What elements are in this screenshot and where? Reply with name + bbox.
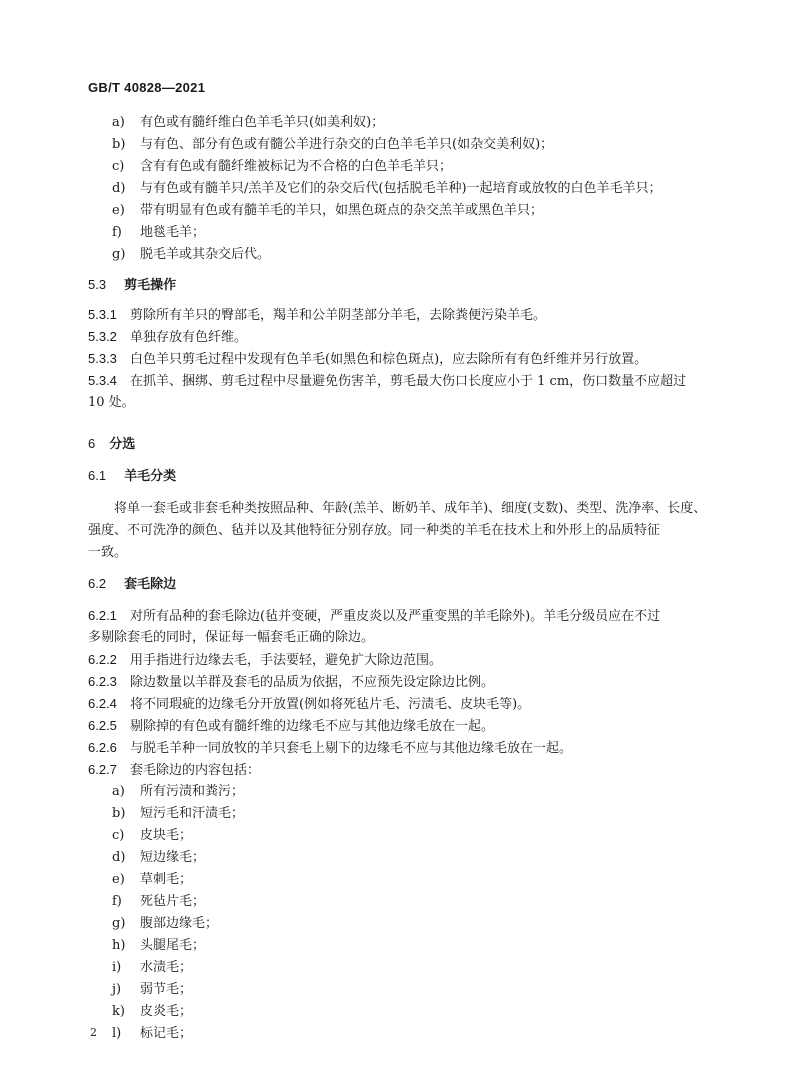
paragraph-line: 强度、不可洗净的颜色、毡并以及其他特征分别存放。同一种类的羊毛在技术上和外形上的品质特征 xyxy=(88,523,661,538)
list-marker: a) xyxy=(112,784,125,799)
list-marker: h) xyxy=(112,938,126,953)
list-item: 水渍毛； xyxy=(140,960,193,975)
list-item: 皮炎毛； xyxy=(140,1004,193,1019)
paragraph-line: 将单一套毛或非套毛种类按照品种、年龄(羔羊、断奶羊、成年羊)、细度(支数)、类型、洗净率、长度、 xyxy=(114,501,707,516)
list-item: 与有色或有髓羊只/羔羊及它们的杂交后代(包括脱毛羊种)一起培育或放牧的白色羊毛羊只； xyxy=(140,181,662,196)
list-item: 带有明显有色或有髓羊毛的羊只，如黑色斑点的杂交羔羊或黑色羊只； xyxy=(140,203,544,218)
clause-6-2-2: 6.2.2 用手指进行边缘去毛，手法要轻，避免扩大除边范围。 xyxy=(88,652,443,668)
section-heading-6-2 xyxy=(88,574,176,595)
list-marker: l) xyxy=(112,1026,122,1041)
section-heading-5-3 xyxy=(88,275,176,296)
chapter-title: 分选 xyxy=(109,437,136,452)
list-item: 弱节毛； xyxy=(140,982,193,997)
list-marker: b) xyxy=(112,806,126,821)
list-marker: d) xyxy=(112,181,126,196)
list-item: 标记毛； xyxy=(140,1026,193,1041)
list-marker: c) xyxy=(112,828,125,843)
list-item: 草刺毛； xyxy=(140,872,193,887)
list-marker: f) xyxy=(112,894,122,909)
chapter-number: 6 xyxy=(88,436,96,451)
clause-5-3-1: 5.3.1 剪除所有羊只的臀部毛，羯羊和公羊阴茎部分羊毛，去除粪便污染羊毛。 xyxy=(88,307,547,323)
list-marker: d) xyxy=(112,850,126,865)
list-marker: c) xyxy=(112,159,125,174)
list-item: 头腿尾毛； xyxy=(140,938,206,953)
section-title: 羊毛分类 xyxy=(124,469,177,484)
paragraph-line: 一致。 xyxy=(88,545,128,560)
clause-5-3-2: 5.3.2 单独存放有色纤维。 xyxy=(88,329,248,345)
clause-6-2-1: 6.2.1 对所有品种的套毛除边(毡并变硬，严重皮炎以及严重变黑的羊毛除外)。羊毛分级员应在不过 xyxy=(88,608,661,624)
list-item: 所有污渍和粪污； xyxy=(140,784,245,799)
clause-6-2-6: 6.2.6 与脱毛羊种一同放牧的羊只套毛上剔下的边缘毛不应与其他边缘毛放在一起。 xyxy=(88,740,573,756)
chapter-heading-6 xyxy=(88,434,135,455)
list-item: 与有色、部分有色或有髓公羊进行杂交的白色羊毛羊只(如杂交美利奴)； xyxy=(140,137,554,152)
list-item: 有色或有髓纤维白色羊毛羊只(如美利奴)； xyxy=(140,115,385,130)
list-marker: f) xyxy=(112,225,122,240)
list-item: 脱毛羊或其杂交后代。 xyxy=(140,247,271,262)
list-marker: e) xyxy=(112,203,125,218)
section-title: 剪毛操作 xyxy=(124,278,177,293)
list-item: 短边缘毛； xyxy=(140,850,206,865)
clause-6-2-3: 6.2.3 除边数量以羊群及套毛的品质为依据，不应预先设定除边比例。 xyxy=(88,674,495,690)
section-number: 6.2 xyxy=(88,576,107,591)
standard-code-header: GB/T 40828—2021 xyxy=(88,80,206,95)
list-marker: k) xyxy=(112,1004,125,1019)
list-marker: a) xyxy=(112,115,125,130)
list-item: 死毡片毛； xyxy=(140,894,206,909)
clause-6-2-4: 6.2.4 将不同瑕疵的边缘毛分开放置(例如将死毡片毛、污渍毛、皮块毛等)。 xyxy=(88,696,531,712)
clause-5-3-3: 5.3.3 白色羊只剪毛过程中发现有色羊毛(如黑色和棕色斑点)，应去除所有有色纤维并另行放置。 xyxy=(88,351,648,367)
section-heading-6-1 xyxy=(88,466,176,487)
clause-continuation: 多剔除套毛的同时，保证每一幅套毛正确的除边。 xyxy=(88,630,375,645)
page-number: 2 xyxy=(90,1026,97,1039)
clause-6-2-7: 6.2.7 套毛除边的内容包括： xyxy=(88,762,261,778)
list-marker: e) xyxy=(112,872,125,887)
list-item: 短污毛和汗渍毛； xyxy=(140,806,245,821)
list-marker: i) xyxy=(112,960,122,975)
section-number: 6.1 xyxy=(88,468,107,483)
list-marker: g) xyxy=(112,247,126,262)
list-marker: g) xyxy=(112,916,126,931)
list-item: 地毯毛羊； xyxy=(140,225,206,240)
list-marker: b) xyxy=(112,137,126,152)
list-item: 含有有色或有髓纤维被标记为不合格的白色羊毛羊只； xyxy=(140,159,453,174)
section-number: 5.3 xyxy=(88,277,107,292)
list-marker: j) xyxy=(112,982,122,997)
clause-5-3-4: 5.3.4 在抓羊、捆绑、剪毛过程中尽量避免伤害羊，剪毛最大伤口长度应小于 1 cm，伤口数量不应超过 xyxy=(88,373,687,389)
clause-6-2-5: 6.2.5 剔除掉的有色或有髓纤维的边缘毛不应与其他边缘毛放在一起。 xyxy=(88,718,495,734)
list-item: 腹部边缘毛； xyxy=(140,916,219,931)
section-title: 套毛除边 xyxy=(124,577,177,592)
clause-continuation: 10 处。 xyxy=(88,395,135,410)
list-item: 皮块毛； xyxy=(140,828,193,843)
